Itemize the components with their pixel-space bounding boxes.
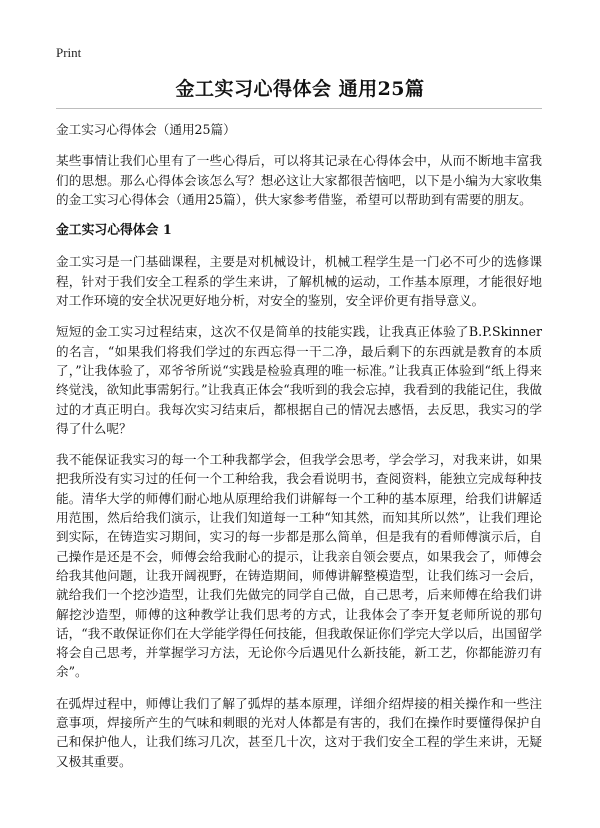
print-link[interactable]: Print xyxy=(56,45,82,60)
document-body xyxy=(56,120,542,783)
body-paragraph: 短短的金工实习过程结束，这次不仅是简单的技能实践，让我真正体验了B.P.Skinner的名言，“如果我们将我们学过的东西忘得一干二净，最后剩下的东西就是教育的本质了，”让我体验了，邓爷爷所说“实践是检验真理的唯一标准。”让我真正体验到“纸上得来终觉浅，欲知此事需躬行。”让我真正体会“我听到的我会忘掉，我看到的我能记住，我做过的才真正明白。我每次实习结束后，都根据自己的情况去感悟，去反思，我实习的学得了什么呢？ xyxy=(56,324,542,436)
section-heading: 金工实习心得体会 1 xyxy=(56,223,172,239)
document-subtitle: 金工实习心得体会（通用25篇） xyxy=(56,122,236,137)
intro-paragraph: 某些事情让我们心里有了一些心得后，可以将其记录在心得体会中，从而不断地丰富我们的思想。那么心得体会该怎么写？想必这让大家都很苦恼吧，以下是小编为大家收集的金工实习心得体会（通用25篇），供大家参考借鉴，希望可以帮助到有需要的朋友。 xyxy=(56,153,542,207)
body-paragraph: 金工实习是一门基础课程，主要是对机械设计，机械工程学生是一门必不可少的选修课程，针对于我们安全工程系的学生来讲，了解机械的运动，工作基本原理，才能很好地对工作环境的安全状况更好地分析，对安全的鉴别，安全评价更有指导意义。 xyxy=(56,254,542,309)
body-paragraph: 在弧焊过程中，师傅让我们了解了弧焊的基本原理，详细介绍焊接的相关操作和一些注意事项，焊接所产生的气味和刺眼的光对人体都是有害的，我们在操作时要懂得保护自己和保护他人，让我们练习几次，甚至几十次，这对于我们安全工程的学生来讲，无疑又极其重要。 xyxy=(56,695,542,769)
page-title: 金工实习心得体会 通用25篇 xyxy=(175,78,425,100)
title-divider xyxy=(56,108,542,109)
body-paragraph: 我不能保证我实习的每一个工种我都学会，但我学会思考，学会学习，对我来讲，如果把我所没有实习过的任何一个工种给我，我会看说明书，查阅资料，能独立完成每种技能。清华大学的师傅们耐心地从原理给我们讲解每一个工种的基本原理，给我们讲解适用范围，然后给我们演示，让我们知道每一工种“知其然，而知其所以然”，让我们理论到实际，在铸造实习期间，实习的每一步都是那么简单，但是我有的看师傅演示后，自己操作是还是不会，师傅会给我耐心的提示，让我亲自领会要点，如果我会了，师傅会给我其他问题，让我开阔视野，在铸造期间，师傅讲解整模造型，让我们练习一会后，就给我们一个挖沙造型，让我们先做完的同学自己做，自己思考，后来师傅在给我们讲解挖沙造型，师傅的这种教学让我们思考的方式，让我体会了李开复老师所说的那句话，“我不敢保证你们在大学能学得任何技能，但我敢保证你们学完大学以后，出国留学将会自己思考，并掌握学习方法，无论你今后遇见什么新技能，新工艺，你都能游刃有余”。 xyxy=(56,452,542,680)
